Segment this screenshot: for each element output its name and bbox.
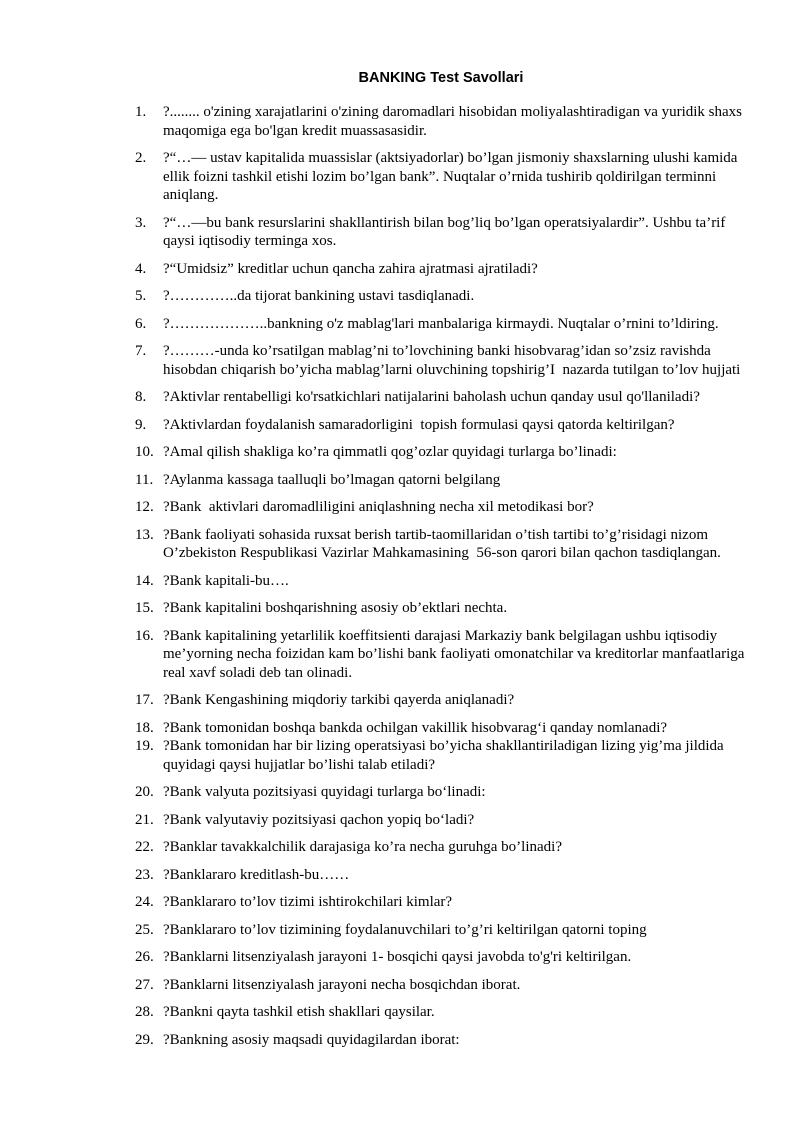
- question-text: ?Banklararo to’lov tizimi ishtirokchilari kimlar?: [163, 894, 453, 910]
- question-text: ?Bankning asosiy maqsadi quyidagilardan iborat:: [163, 1031, 460, 1048]
- question-number: 15.: [135, 600, 154, 616]
- question-number: 28.: [135, 1004, 154, 1020]
- list-item: [135, 921, 747, 940]
- list-item: [135, 471, 747, 490]
- question-number: 16.: [135, 627, 154, 644]
- list-item: [135, 838, 747, 857]
- question-number: 17.: [135, 692, 154, 708]
- question-number: 3.: [135, 214, 147, 231]
- question-text: ?Banklarni litsenziyalash jarayoni 1- bosqichi qaysi javobda to'g'ri keltirilgan.: [163, 949, 632, 965]
- question-number: 8.: [135, 389, 147, 405]
- question-text: ?Aylanma kassaga taalluqli bo’lmagan qatorni belgilang: [163, 471, 501, 488]
- question-number: 6.: [135, 315, 147, 332]
- question-text: ?Bank valyutaviy pozitsiyasi qachon yopiq bo‘ladi?: [163, 811, 475, 828]
- question-text: ?“…—bu bank resurslarini shakllantirish bilan bog’liq bo’lgan operatsiyalardir”. Ushbu ta’rif qaysi iqtisodiy terminga xos.: [163, 214, 730, 249]
- page-title: BANKING Test Savollari: [358, 70, 524, 86]
- list-item: [135, 287, 747, 306]
- question-number: 25.: [135, 921, 154, 938]
- list-item: [135, 443, 747, 462]
- question-text: ?Aktivlar rentabelligi ko'rsatkichlari natijalarini baholash uchun qanday usul qo'llaniladi?: [163, 389, 700, 405]
- question-text: ?Bank aktivlari daromadliligini aniqlashning necha xil metodikasi bor?: [163, 499, 594, 515]
- list-item: [135, 719, 747, 738]
- question-text: ?“…— ustav kapitalida muassislar (aktsiyadorlar) bo’lgan jismoniy shaxslarning ulushi kamida ellik foizni tashkil etishi lozim bo’lgan bank”. Nuqtalar o’rnida tushirib qoldirilgan terminni aniqlang.: [163, 150, 742, 203]
- question-number: 27.: [135, 976, 154, 993]
- question-text: ?………-unda ko’rsatilgan mablag’ni to’lovchining banki hisobvarag’idan so’zsiz ravishda hisobdan chiqarish bo’yicha mablag’larni oluvchining topshirig’I nazarda tutilgan to’lov hujjati: [163, 343, 741, 378]
- list-item: [135, 260, 747, 279]
- list-item: [135, 783, 747, 802]
- list-item: [135, 149, 747, 205]
- list-item: [135, 976, 747, 995]
- question-number: 4.: [135, 260, 147, 277]
- question-number: 21.: [135, 811, 154, 828]
- question-number: 19.: [135, 738, 154, 754]
- question-number: 20.: [135, 784, 154, 800]
- question-number: 13.: [135, 526, 154, 543]
- question-number: 29.: [135, 1031, 154, 1048]
- question-number: 22.: [135, 839, 154, 855]
- question-number: 26.: [135, 949, 154, 965]
- question-text: ?Bank Kengashining miqdoriy tarkibi qayerda aniqlanadi?: [163, 692, 515, 708]
- question-text: ?Bank tomonidan boshqa bankda ochilgan vakillik hisobvarag‘i qanday nomlanadi?: [163, 719, 668, 736]
- question-number: 18.: [135, 719, 154, 736]
- question-text: ?Banklararo kreditlash-bu……: [163, 866, 350, 883]
- question-number: 14.: [135, 572, 154, 589]
- question-text: ?Bank valyuta pozitsiyasi quyidagi turlarga bo‘linadi:: [163, 784, 486, 800]
- question-text: ?........ o'zining xarajatlarini o'zining daromadlari hisobidan moliyalashtiradigan va yuridik shaxs maqomiga ega bo'lgan kredit muassasasidir.: [163, 104, 746, 139]
- list-item: [135, 627, 747, 683]
- list-item: [135, 572, 747, 591]
- list-item: [135, 214, 747, 251]
- list-item: [135, 416, 747, 435]
- list-item: [135, 526, 747, 563]
- question-text: ?Bank tomonidan har bir lizing operatsiyasi bo’yicha shakllantiriladigan lizing yig’ma jildida quyidagi qaysi hujjatlar bo’lishi talab etiladi?: [163, 738, 728, 773]
- list-item: [135, 1031, 747, 1050]
- question-number: 7.: [135, 343, 147, 359]
- list-item: [135, 948, 747, 967]
- question-number: 1.: [135, 104, 147, 120]
- list-item: [135, 811, 747, 830]
- question-text: ?Aktivlardan foydalanish samaradorligini topish formulasi qaysi qatorda keltirilgan?: [163, 416, 675, 433]
- question-text: ?Amal qilish shakliga ko’ra qimmatli qog’ozlar quyidagi turlarga bo’linadi:: [163, 444, 617, 460]
- question-number: 9.: [135, 416, 147, 433]
- question-text: ?Bank kapitali-bu….: [163, 572, 289, 589]
- question-text: ?Bank kapitalining yetarlilik koeffitsienti darajasi Markaziy bank belgilagan ushbu iqtisodiy me’yorning necha foizidan kam bo’lishi bank faoliyati omonatchilar va kreditorlar manfaatlariga real xavf soladi deb tan olinadi.: [163, 627, 749, 681]
- question-text: ?“Umidsiz” kreditlar uchun qancha zahira ajratmasi ajratiladi?: [163, 260, 538, 277]
- list-item: [135, 737, 747, 774]
- list-item: [135, 315, 747, 334]
- list-item: [135, 599, 747, 618]
- list-item: [135, 342, 747, 379]
- question-text: ?Banklarni litsenziyalash jarayoni necha bosqichdan iborat.: [163, 976, 521, 993]
- question-number: 2.: [135, 150, 147, 166]
- list-item: [135, 866, 747, 885]
- question-number: 11.: [135, 471, 154, 488]
- document-content: [135, 70, 747, 1058]
- question-text: ?…………..da tijorat bankining ustavi tasdiqlanadi.: [163, 288, 475, 304]
- list-item: [135, 103, 747, 140]
- question-number: 24.: [135, 894, 154, 910]
- question-text: ?Bank kapitalini boshqarishning asosiy ob’ektlari nechta.: [163, 600, 508, 616]
- question-text: ?Banklar tavakkalchilik darajasiga ko’ra necha guruhga bo’linadi?: [163, 839, 562, 855]
- question-text: ?Banklararo to’lov tizimining foydalanuvchilari to’g’ri keltirilgan qatorni toping: [163, 921, 647, 938]
- list-item: [135, 388, 747, 407]
- list-item: [135, 498, 747, 517]
- list-item: [135, 893, 747, 912]
- list-item: [135, 1003, 747, 1022]
- question-number: 10.: [135, 444, 154, 460]
- list-item: [135, 691, 747, 710]
- question-text: ?Bankni qayta tashkil etish shakllari qaysilar.: [163, 1004, 435, 1020]
- question-number: 5.: [135, 288, 147, 304]
- question-text: ?Bank faoliyati sohasida ruxsat berish tartib-taomillaridan o’tish tartibi to’g’risidagi nizom O’zbekiston Respublikasi Vazirlar Mahkamasining 56-son qarori bilan qachon tasdiqlangan.: [163, 526, 721, 561]
- question-number: 23.: [135, 866, 154, 883]
- question-text: ?………………..bankning o'z mablag'lari manbalariga kirmaydi. Nuqtalar o’rnini to’ldiring.: [163, 315, 719, 332]
- question-number: 12.: [135, 499, 154, 515]
- question-list: [135, 103, 747, 1049]
